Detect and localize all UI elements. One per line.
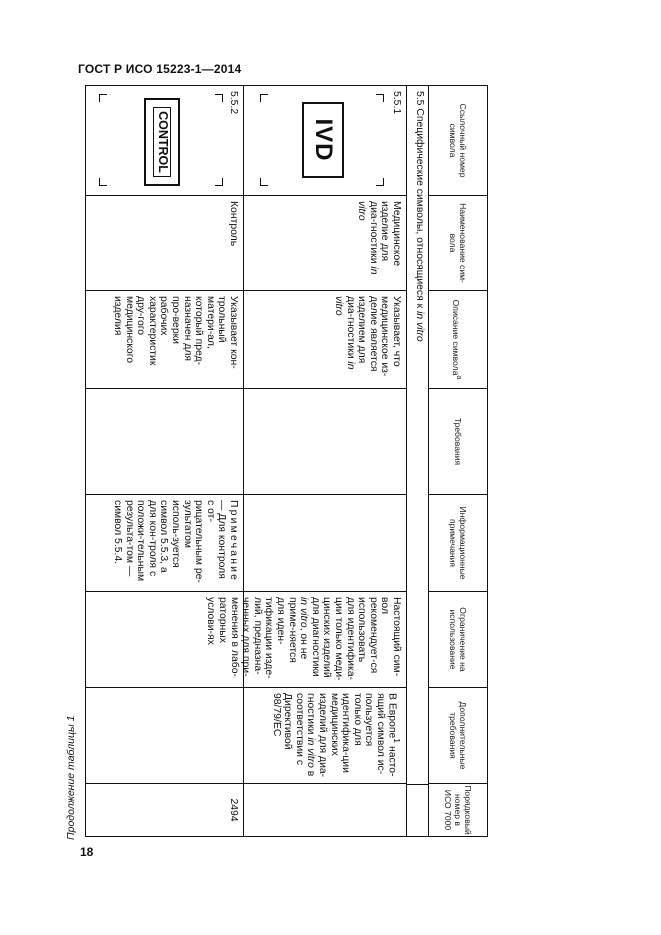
document-header: ГОСТ Р ИСО 15223-1—2014 — [78, 62, 242, 76]
description-cell: Указывает кон-трольный матери-ал, который пред-назначен для про-верки рабочих характеристик дру-гого медицинского изделия — [86, 291, 243, 389]
page-number: 18 — [80, 845, 94, 859]
corner-mark — [376, 178, 384, 186]
corner-mark — [99, 94, 107, 102]
corner-mark — [376, 94, 384, 102]
table-caption: Продолжение таблицы 1 — [65, 715, 77, 840]
name-cell: Контроль — [86, 196, 243, 291]
ivd-symbol — [260, 94, 384, 186]
col-header-notes: Информационные примечания — [429, 495, 487, 592]
requirements-cell — [244, 389, 406, 495]
section-title: 5.5 Специфические символы, относящиеся к in vitro — [414, 91, 425, 342]
iso7000-cell — [244, 784, 406, 836]
restriction-cell — [86, 592, 243, 688]
control-label-box — [144, 98, 180, 186]
section-iso-cell — [407, 784, 428, 836]
corner-mark — [260, 94, 268, 102]
section-row — [406, 86, 428, 836]
ivd-label: IVD — [302, 102, 344, 178]
corner-mark — [99, 178, 107, 186]
iso7000-cell: 2494 — [228, 798, 239, 822]
restriction-cell: Настоящий сим-вол рекомендует-ся использовать для идентифика-ции только меди-цинских изделий для диагностики in vitro, он не приме-няется для иден-тификации изде-лий, предназна-ченных для при-менения в лабо-раторных услови-ях — [244, 592, 406, 688]
notes-cell — [244, 495, 406, 592]
control-symbol — [99, 94, 223, 186]
additional-cell: В Европе$^1$ насто-ящий символ ис-пользуется только для идентифика-ции медицинских изделий для диа-гностики in vitro в соответствии с Директивой 98/79/ЕС — [244, 688, 406, 784]
footnote-mark: а — [455, 375, 464, 380]
col-header-requirements: Требования — [429, 389, 487, 495]
description-cell: Указывает, что медицинское из-делие является изделием для диа-гностики in vitro — [244, 291, 406, 389]
corner-mark — [215, 178, 223, 186]
symbol-ref: 5.5.2 — [228, 91, 239, 115]
requirements-cell — [86, 389, 243, 495]
symbol-ref: 5.5.1 — [391, 91, 402, 115]
name-cell: Медицинское изделие для диа-гностики in vitro — [244, 196, 406, 291]
table-header-row — [428, 86, 487, 836]
symbols-table — [85, 85, 488, 837]
ref-cell — [244, 86, 406, 196]
col-header-iso7000: Порядковый номер в ИСО 7000 — [443, 785, 473, 835]
corner-mark — [260, 178, 268, 186]
additional-cell — [86, 688, 243, 784]
table-row — [86, 86, 243, 836]
col-header-additional: Дополнительные требования — [429, 688, 487, 784]
control-label: CONTROL — [153, 107, 171, 177]
col-header-name: Наименование сим-вола — [429, 196, 487, 291]
col-header-restriction: Ограничение на использование — [429, 592, 487, 688]
col-header-ref: Ссылочный номер символа — [429, 86, 487, 196]
col-header-description: Описание символа$^а$ — [429, 291, 487, 389]
ref-cell — [86, 86, 243, 196]
corner-mark — [215, 94, 223, 102]
notes-cell: Примечание — Для контроля с от-рицательным ре-зультатом исполь-зуется символ 5.5.3, а для кон-троля с положи-тельным результа-том — символ 5.5.4. — [86, 495, 243, 592]
